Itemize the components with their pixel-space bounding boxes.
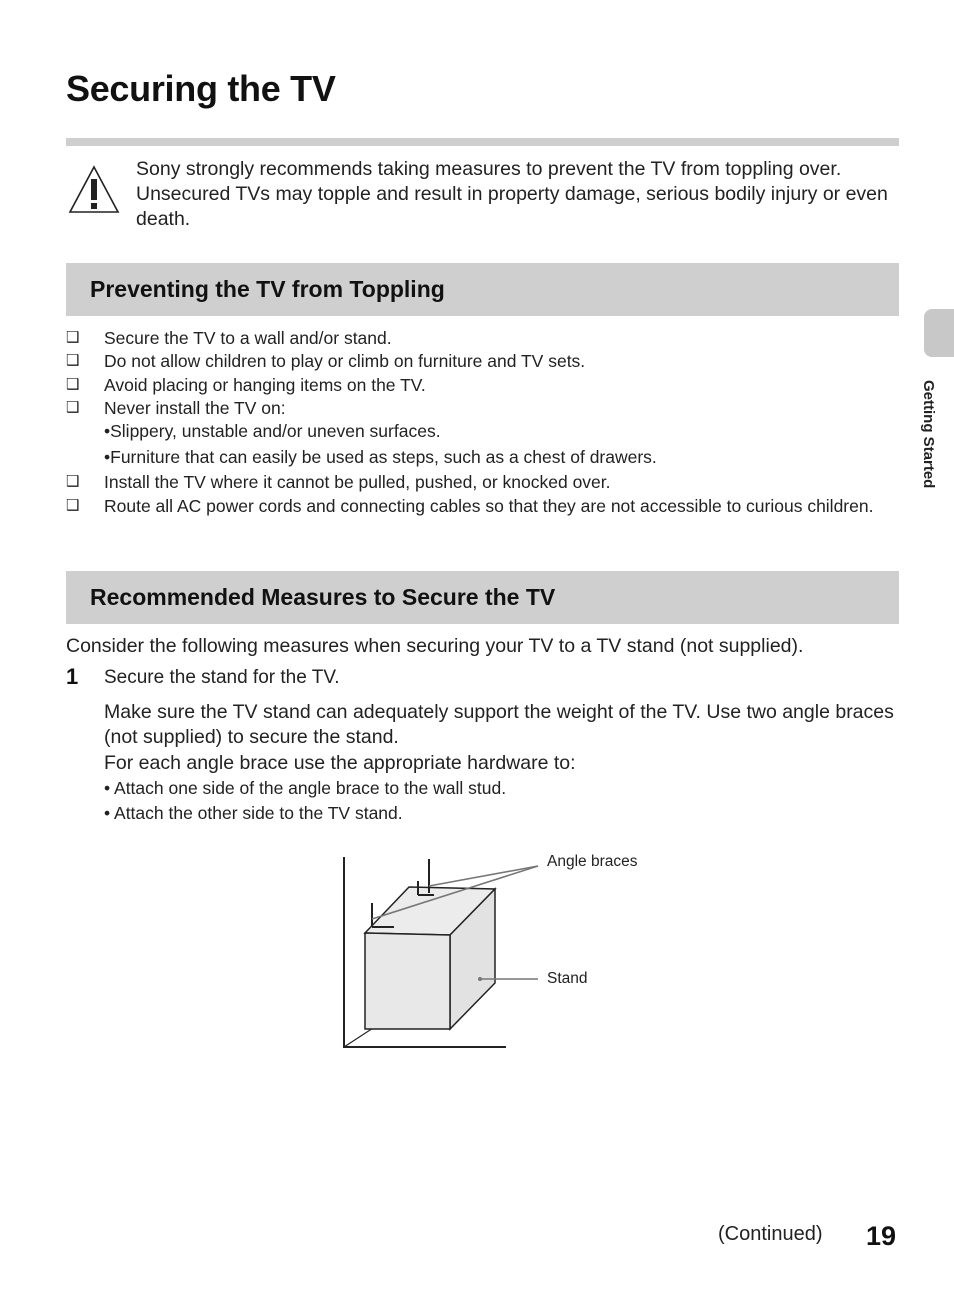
side-tab-marker (924, 309, 954, 357)
list-item: Route all AC power cords and connecting cables so that they are not accessible to curious children. (104, 496, 874, 516)
bullet-item: • Attach one side of the angle brace to the wall stud. (104, 778, 507, 798)
side-tab-text: Getting Started (920, 380, 937, 489)
warning-text: Sony strongly recommends taking measures to prevent the TV from toppling over. Unsecured TVs may topple and result in property damage, serious bodily injury or even death. (136, 158, 888, 230)
side-tab-label (905, 380, 954, 520)
stand-diagram (330, 845, 670, 1060)
step-title: Secure the stand for the TV. (104, 667, 340, 688)
intro-text: Consider the following measures when securing your TV to a TV stand (not supplied). (66, 635, 804, 657)
section-heading: Preventing the TV from Toppling (90, 276, 445, 302)
list-item: Install the TV where it cannot be pulled, pushed, or knocked over. (104, 472, 611, 492)
title-divider (66, 138, 899, 146)
checkbox-icon: ❑ (66, 352, 80, 369)
list-item: Do not allow children to play or climb on furniture and TV sets. (104, 351, 586, 371)
bullet-item: • Attach the other side to the TV stand. (104, 803, 403, 823)
list-item: Secure the TV to a wall and/or stand. (104, 328, 392, 348)
step-paragraph: For each angle brace use the appropriate hardware to: (104, 752, 576, 774)
section-heading: Recommended Measures to Secure the TV (90, 584, 556, 610)
sub-list-item: •Furniture that can easily be used as steps, such as a chest of drawers. (104, 447, 657, 467)
checkbox-icon: ❑ (66, 376, 80, 393)
stand-label: Stand (547, 970, 588, 987)
step-paragraph: Make sure the TV stand can adequately support the weight of the TV. Use two angle braces (not supplied) to secure the stand. (104, 701, 894, 748)
page-title: Securing the TV (66, 68, 336, 109)
section-header-preventing-toppling (66, 263, 899, 316)
stand-illustration (330, 845, 670, 1060)
sub-list-item: •Slippery, unstable and/or uneven surfaces. (104, 421, 441, 441)
list-item: Never install the TV on: (104, 398, 286, 418)
warning-triangle-icon (68, 165, 120, 215)
list-item: Avoid placing or hanging items on the TV. (104, 375, 426, 395)
continued-label: (Continued) (718, 1223, 823, 1245)
checkbox-icon: ❑ (66, 399, 80, 416)
checkbox-icon: ❑ (66, 473, 80, 490)
angle-braces-label: Angle braces (547, 853, 638, 870)
checkbox-icon: ❑ (66, 329, 80, 346)
step-number: 1 (66, 664, 79, 689)
section-header-recommended-measures (66, 571, 899, 624)
page-number: 19 (866, 1221, 897, 1251)
checkbox-icon: ❑ (66, 497, 80, 514)
